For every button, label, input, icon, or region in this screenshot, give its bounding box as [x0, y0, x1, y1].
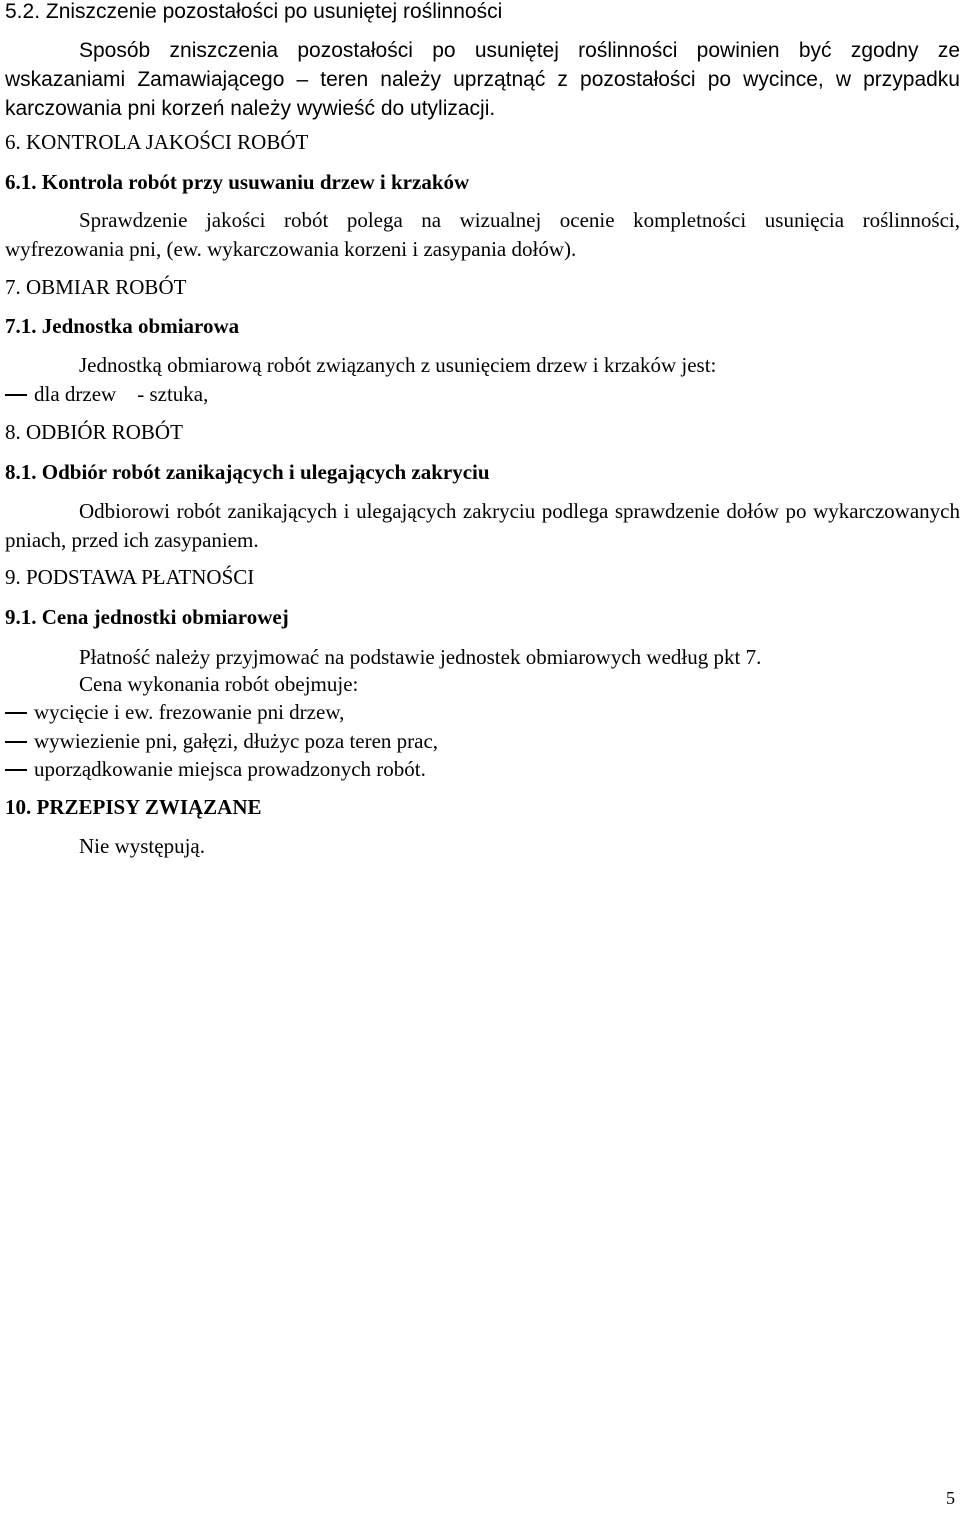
section-7-1-line: Jednostką obmiarową robót związanych z usunięciem drzew i krzaków jest: — [79, 353, 717, 377]
section-7-heading: 7. OBMIAR ROBÓT — [5, 275, 187, 299]
section-5-2-heading: 5.2. Zniszczenie pozostałości po usuniętej roślinności — [5, 0, 503, 23]
section-6-1-paragraph: Sprawdzenie jakości robót polega na wizualnej ocenie kompletności usunięcia roślinności, wyfrezowania pni, (ew. wykarczowania korzeni i zasypania dołów). — [5, 208, 960, 261]
section-9-1-line-2: Cena wykonania robót obejmuje: — [79, 672, 359, 696]
list-item — [5, 727, 438, 756]
dash-bullet-icon — [5, 394, 27, 396]
dash-bullet-icon — [5, 741, 27, 743]
list-item-text: uporządkowanie miejsca prowadzonych robót. — [34, 757, 426, 781]
list-item-text: dla drzew - sztuka, — [34, 382, 209, 406]
section-9-heading: 9. PODSTAWA PŁATNOŚCI — [5, 565, 255, 589]
section-10-line: Nie występują. — [79, 834, 205, 858]
section-6-1-heading: 6.1. Kontrola robót przy usuwaniu drzew i krzaków — [5, 170, 470, 194]
section-8-1-paragraph: Odbiorowi robót zanikających i ulegających zakryciu podlega sprawdzenie dołów po wykarczowanych pniach, przed ich zasypaniem. — [5, 499, 960, 552]
list-item — [5, 755, 426, 784]
list-item-text: wycięcie i ew. frezowanie pni drzew, — [34, 700, 345, 724]
section-8-1-heading: 8.1. Odbiór robót zanikających i ulegających zakryciu — [5, 460, 490, 484]
list-item-text: wywiezienie pni, gałęzi, dłużyc poza teren prac, — [34, 729, 439, 753]
section-10-heading: 10. PRZEPISY ZWIĄZANE — [5, 795, 262, 819]
section-5-2-paragraph: Sposób zniszczenia pozostałości po usuniętej roślinności powinien być zgodny ze wskazaniami Zamawiającego – teren należy uprzątnąć z pozostałości po wycince, w przypadku karczowania pni korzeń należy wywieść do utylizacji. — [5, 39, 960, 120]
dash-bullet-icon — [5, 769, 27, 771]
section-9-1-heading: 9.1. Cena jednostki obmiarowej — [5, 605, 289, 629]
section-9-1-line-1: Płatność należy przyjmować na podstawie jednostek obmiarowych według pkt 7. — [79, 645, 762, 669]
section-7-1-heading: 7.1. Jednostka obmiarowa — [5, 314, 240, 338]
dash-bullet-icon — [5, 712, 27, 714]
page-number: 5 — [946, 1488, 955, 1508]
section-8-heading: 8. ODBIÓR ROBÓT — [5, 420, 183, 444]
section-6-heading: 6. KONTROLA JAKOŚCI ROBÓT — [5, 130, 309, 154]
list-item — [5, 380, 208, 409]
list-item — [5, 698, 344, 727]
